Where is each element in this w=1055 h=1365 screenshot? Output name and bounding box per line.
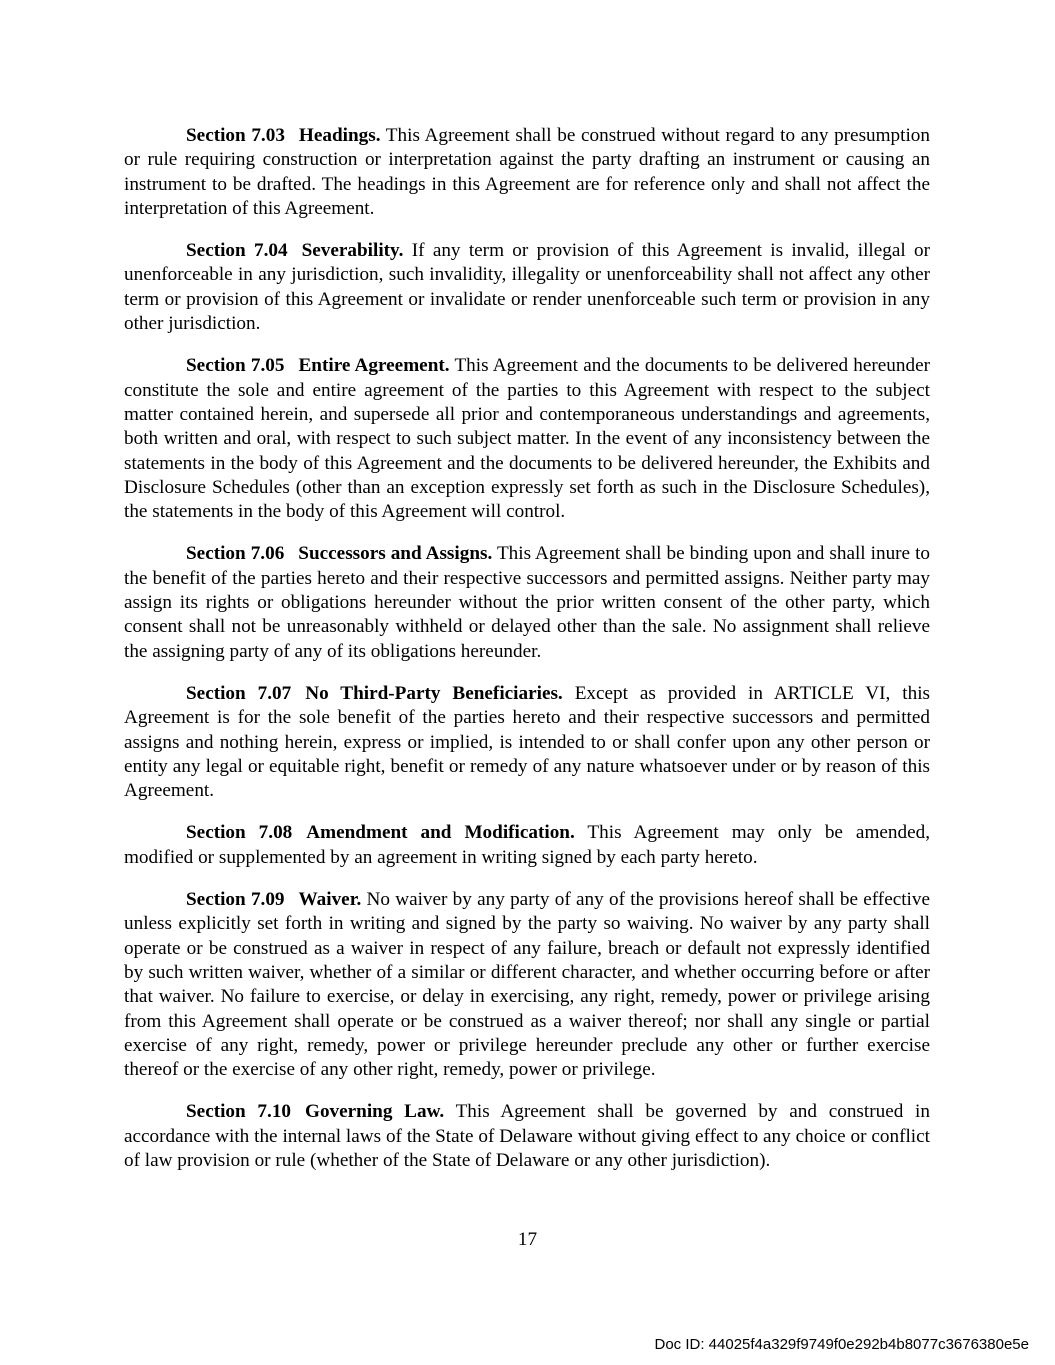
section-text: This Agreement may only be amended, modified or supplemented by an agreement in writing signed by each party hereto. bbox=[124, 822, 930, 868]
section-title: Entire Agreement. bbox=[298, 355, 450, 377]
section-title: Severability. bbox=[301, 240, 404, 262]
page-number: 17 bbox=[517, 1229, 538, 1250]
section-text: If any term or provision of this Agreement is invalid, illegal or unenforceable in any jurisdiction, such invalidity, illegality or unenforceability shall not affect any other term or provision of this Agreement or invalidate or render unenforceable such term or provision in any other jurisdiction. bbox=[124, 240, 931, 335]
section-title: Headings. bbox=[298, 125, 381, 146]
section-number: Section 7.09 bbox=[186, 889, 285, 911]
section-number: Section 7.06 bbox=[186, 543, 285, 565]
section-7-08 bbox=[124, 821, 930, 870]
section-number: Section 7.05 bbox=[186, 355, 285, 377]
section-title: No Third-Party Beneficiaries. bbox=[305, 682, 563, 704]
section-title: Successors and Assigns. bbox=[298, 543, 493, 565]
section-7-07 bbox=[124, 682, 930, 803]
doc-id-footer: Doc ID: 44025f4a329f9749f0e292b4b8077c3676380e5e bbox=[654, 1336, 1029, 1353]
document-body bbox=[124, 124, 930, 1191]
section-7-05 bbox=[124, 354, 930, 524]
section-7-09 bbox=[124, 888, 930, 1082]
section-title: Waiver. bbox=[298, 889, 362, 911]
section-title: Governing Law. bbox=[305, 1101, 445, 1123]
section-title: Amendment and Modification. bbox=[306, 822, 575, 844]
section-number: Section 7.07 bbox=[186, 682, 292, 704]
section-text: This Agreement shall be construed without regard to any presumption or rule requiring construction or interpretation against the party drafting an instrument or causing an instrument to be drafted. The headings in this Agreement are for reference only and shall not affect the interpretation of this Agreement. bbox=[124, 125, 930, 219]
section-text: No waiver by any party of any of the provisions hereof shall be effective unless explicitly set forth in writing and signed by the party so waiving. No waiver by any party shall operate or be construed as a waiver in respect of any failure, breach or default not expressly identified by such written waiver, whether of a similar or different character, and whether occurring before or after that waiver. No failure to exercise, or delay in exercising, any right, remedy, power or privilege arising from this Agreement shall operate or be construed as a waiver thereof; nor shall any single or partial exercise of any right, remedy, power or privilege hereunder preclude any other or further exercise thereof or the exercise of any other right, remedy, power or privilege. bbox=[124, 889, 930, 1081]
section-text: This Agreement and the documents to be delivered hereunder constitute the sole and entire agreement of the parties to this Agreement with respect to the subject matter contained herein, and supersede all prior and contemporaneous understandings and agreements, both written and oral, with respect to such subject matter. In the event of any inconsistency between the statements in the body of this Agreement and the documents to be delivered hereunder, the Exhibits and Disclosure Schedules (other than an exception expressly set forth as such in the Disclosure Schedules), the statements in the body of this Agreement will control. bbox=[124, 355, 930, 523]
section-number: Section 7.08 bbox=[186, 822, 293, 844]
section-7-04 bbox=[124, 239, 930, 336]
section-7-06 bbox=[124, 542, 930, 663]
section-number: Section 7.04 bbox=[186, 240, 288, 262]
section-number: Section 7.03 bbox=[186, 125, 285, 146]
section-text: This Agreement shall be governed by and construed in accordance with the internal laws of the State of Delaware without giving effect to any choice or conflict of law provision or rule (whether of the State of Delaware or any other jurisdiction). bbox=[124, 1101, 930, 1171]
section-7-10 bbox=[124, 1100, 930, 1173]
section-7-03 bbox=[124, 124, 930, 221]
section-text: This Agreement shall be binding upon and shall inure to the benefit of the parties hereto and their respective successors and permitted assigns. Neither party may assign its rights or obligations hereunder without the prior written consent of the other party, which consent shall not be unreasonably withheld or delayed other than the sale. No assignment shall relieve the assigning party of any of its obligations hereunder. bbox=[124, 543, 931, 662]
section-text: Except as provided in ARTICLE VI, this Agreement is for the sole benefit of the parties hereto and their respective successors and permitted assigns and nothing herein, express or implied, is intended to or shall confer upon any other person or entity any legal or equitable right, benefit or remedy of any nature whatsoever under or by reason of this Agreement. bbox=[124, 682, 930, 802]
section-number: Section 7.10 bbox=[186, 1101, 292, 1123]
